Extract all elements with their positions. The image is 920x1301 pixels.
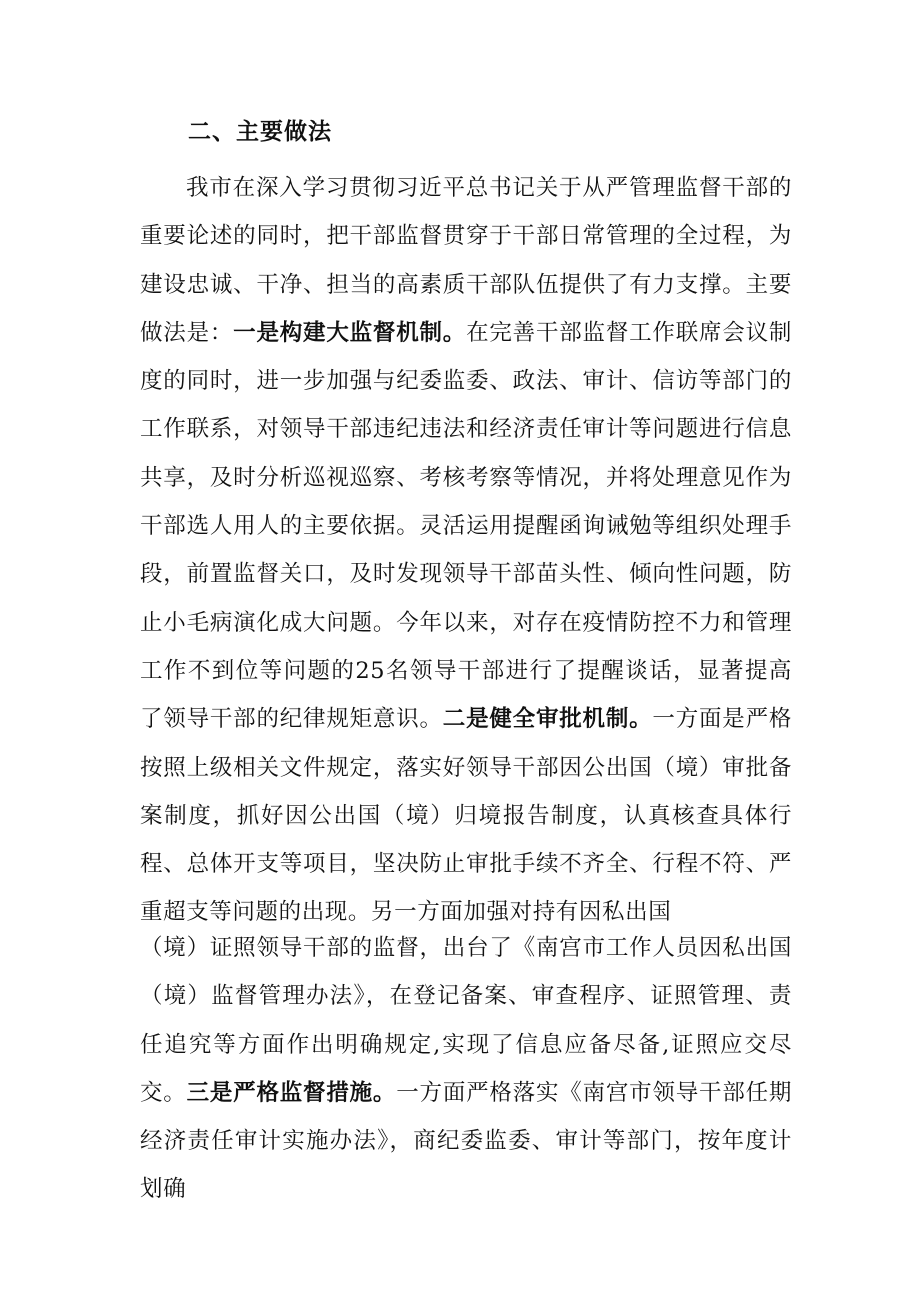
paragraph-2-text-2: 一方面严格落实《南宫市领导干部任期经济责任审计实施办法》，商纪委监委、审计等部门，按年度计划确 <box>140 1079 793 1203</box>
paragraph-1-text-3: 一方面是严格按照上级相关文件规定，落实好领导干部因公出国（境）审批备案制度，抓好因公出国（境）归境报告制度，认真核查具体行程、总体开支等项目，坚决防止审批手续不齐全、行程不符、严重超支等问题的出现。另一方面加强对持有因私出国 <box>140 706 792 926</box>
body-paragraph-2 <box>140 924 792 1214</box>
body-paragraph-1 <box>140 164 792 937</box>
paragraph-1-bold-point-1: 一是构建大监督机制。 <box>233 319 467 346</box>
section-heading: 二、主要做法 <box>188 118 332 145</box>
paragraph-2-text-1: （境）证照领导干部的监督，出台了《南宫市工作人员因私出国（境）监督管理办法》，在登记备案、审查程序、证照管理、责任追究等方面作出明确规定,实现了信息应备尽备,证照应交尽交。 <box>140 935 792 1106</box>
paragraph-1-bold-point-2: 二是健全审批机制。 <box>442 706 653 733</box>
paragraph-1-text-2: 在完善干部监督工作联席会议制度的同时，进一步加强与纪委监委、政法、审计、信访等部门的工作联系，对领导干部违纪违法和经济责任审计等问题进行信息共享，及时分析巡视巡察、考核考察等情况，并将处理意见作为干部选人用人的主要依据。灵活运用提醒函询诫勉等组织处理手段，前置监督关口，及时发现领导干部苗头性、倾向性问题，防止小毛病演化成大问题。今年以来，对存在疫情防控不力和管理工作不到位等问题的25名领导干部进行了提醒谈话，显著提高了领导干部的纪律规矩意识。 <box>140 319 792 733</box>
paragraph-1-text-1: 我市在深入学习贯彻习近平总书记关于从严管理监督干部的重要论述的同时，把干部监督贯穿于干部日常管理的全过程，为建设忠诚、干净、担当的高素质干部队伍提供了有力支撑。主要做法是： <box>140 175 792 346</box>
paragraph-2-bold-point: 三是严格监督措施。 <box>186 1079 397 1106</box>
